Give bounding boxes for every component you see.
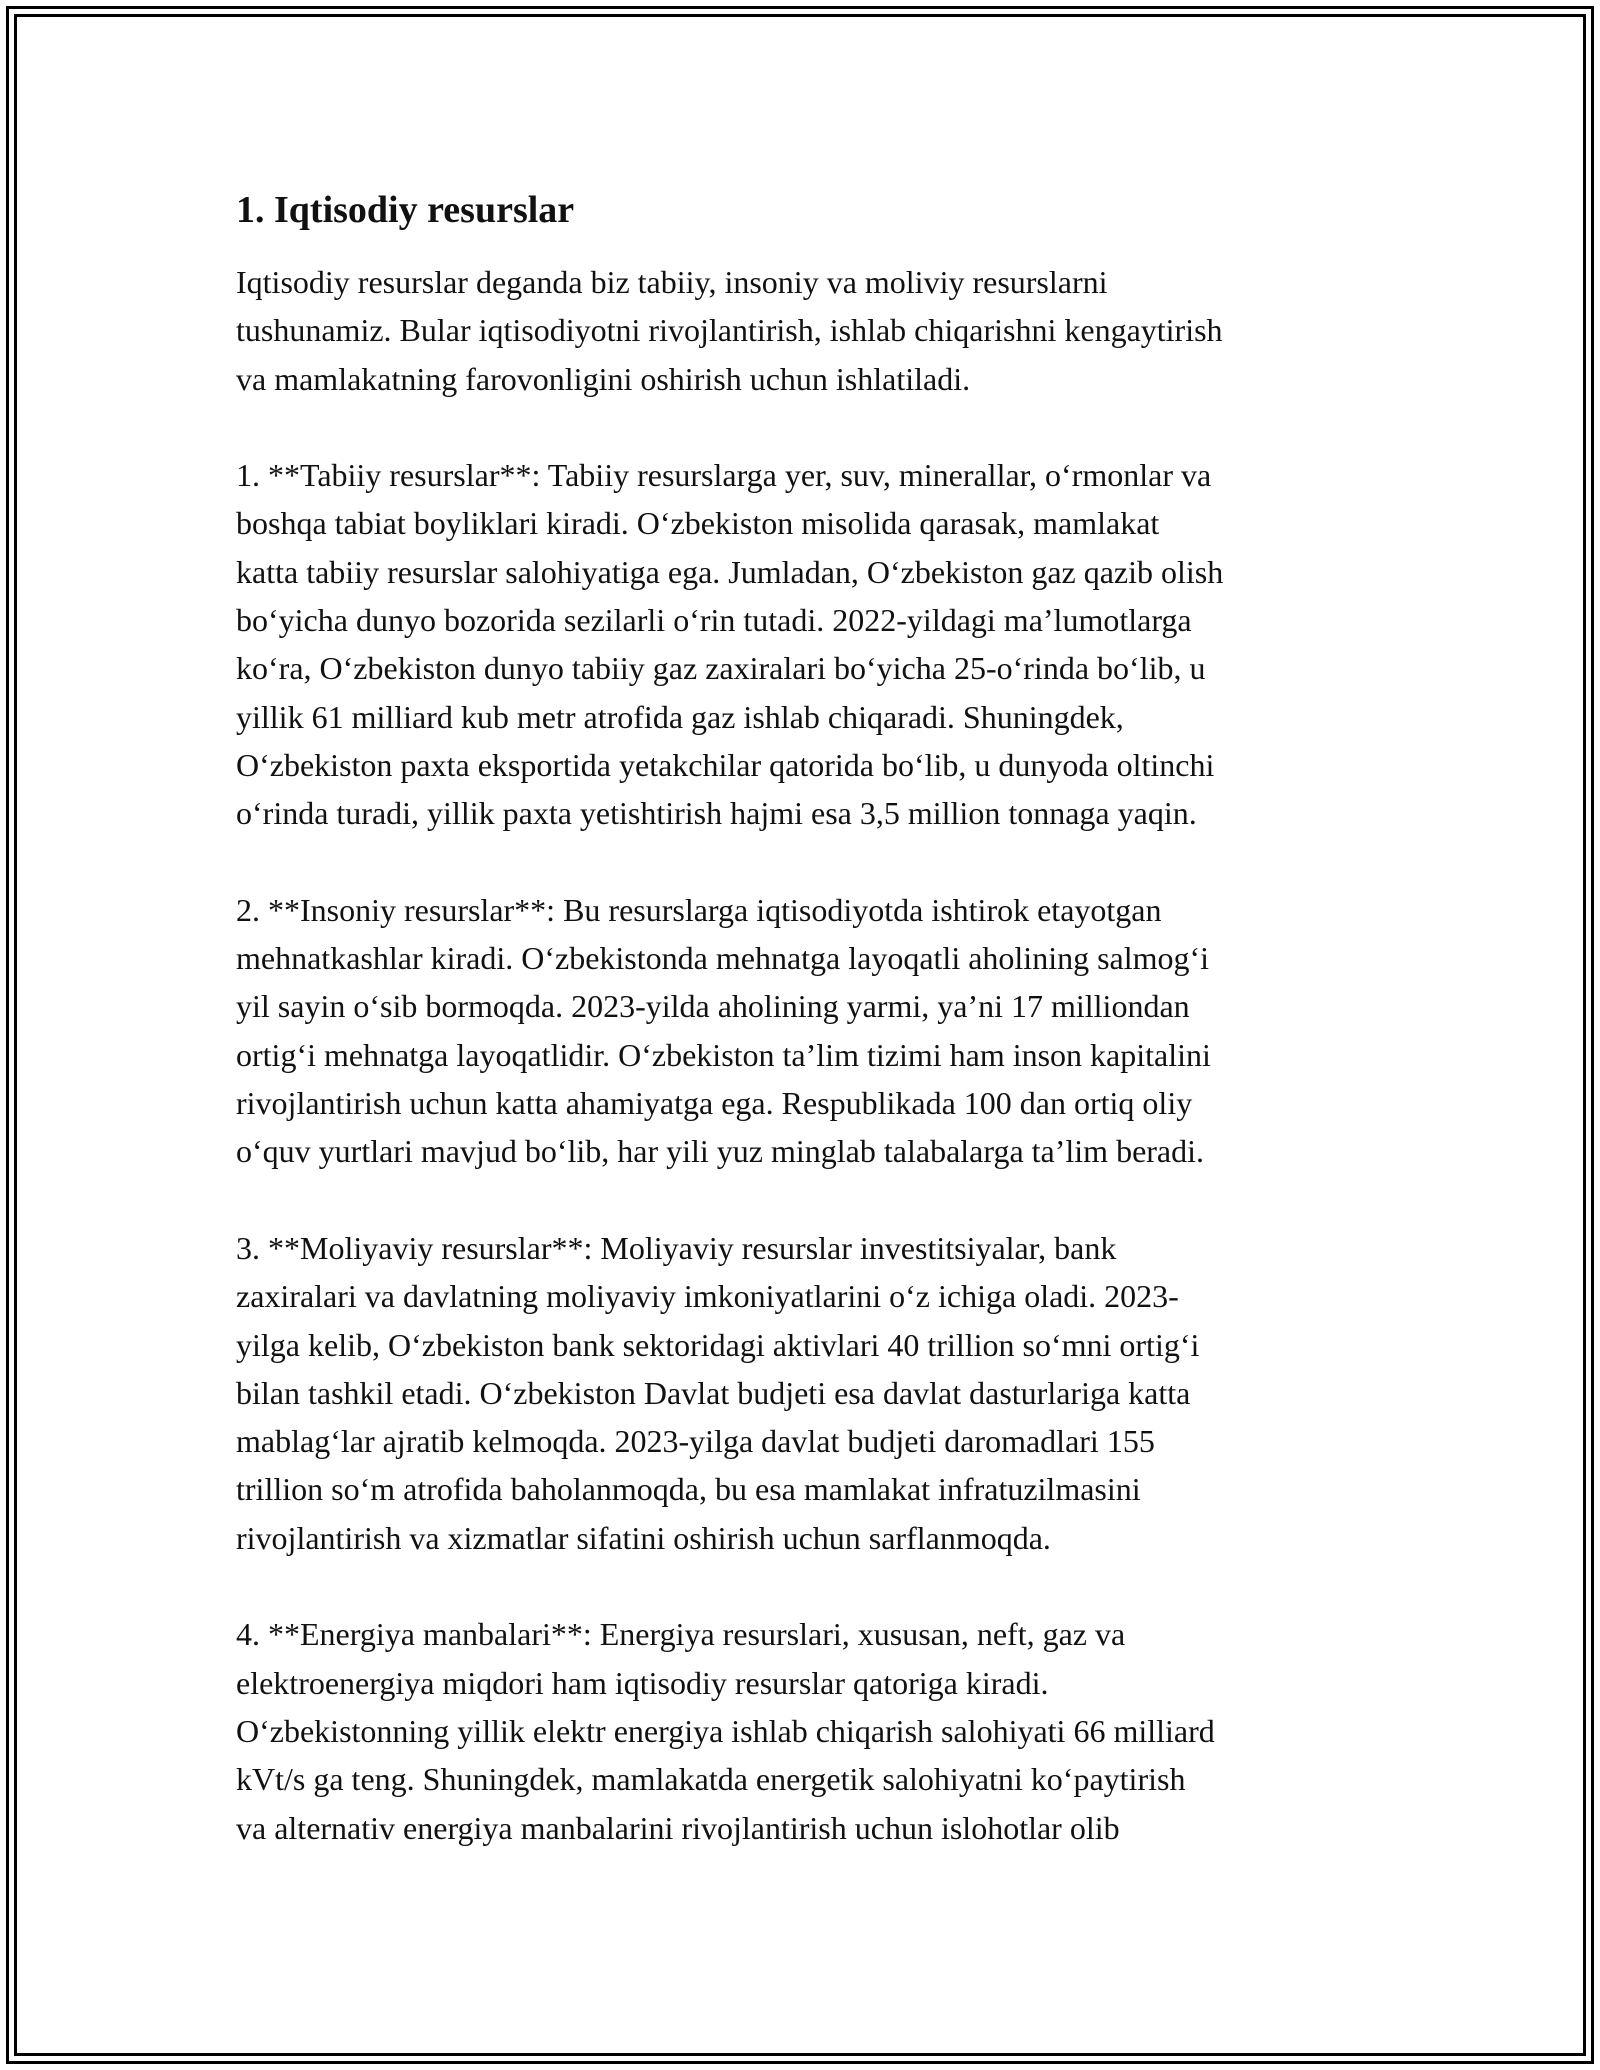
text-line: yilga kelib, O‘zbekiston bank sektoridagi aktivlari 40 trillion so‘mni ortig‘i xyxy=(236,1326,1200,1363)
paragraph-natural-resources xyxy=(236,451,1366,837)
text-line: 1. **Tabiiy resurslar**: Tabiiy resurslarga yer, suv, minerallar, o‘rmonlar va xyxy=(236,457,1212,494)
text-line: ko‘ra, O‘zbekiston dunyo tabiiy gaz zaxiralari bo‘yicha 25-o‘rinda bo‘lib, u xyxy=(236,650,1206,687)
text-line: elektroenergiya miqdori ham iqtisodiy resurslar qatoriga kiradi. xyxy=(236,1664,1049,1701)
text-line: kVt/s ga teng. Shuningdek, mamlakatda energetik salohiyatni ko‘paytirish xyxy=(236,1761,1186,1798)
text-line: Iqtisodiy resurslar deganda biz tabiiy, insoniy va moliviy resurslarni xyxy=(236,264,1108,300)
text-line: 3. **Moliyaviy resurslar**: Moliyaviy resurslar investitsiyalar, bank xyxy=(236,1229,1117,1266)
paragraph-financial-resources xyxy=(236,1224,1366,1562)
section-heading: 1. Iqtisodiy resurslar xyxy=(236,189,575,231)
paragraph-intro xyxy=(236,258,1366,403)
text-line: o‘rinda turadi, yillik paxta yetishtirish hajmi esa 3,5 million tonnaga yaqin. xyxy=(236,795,1197,832)
paragraph-human-resources xyxy=(236,886,1366,1176)
text-line: 2. **Insoniy resurslar**: Bu resurslarga iqtisodiyotda ishtirok etayotgan xyxy=(236,891,1162,928)
text-line: tushunamiz. Bular iqtisodiyotni rivojlantirish, ishlab chiqarishni kengaytirish xyxy=(236,312,1223,349)
text-line: zaxiralari va davlatning moliyaviy imkoniyatlarini o‘z ichiga oladi. 2023- xyxy=(236,1278,1179,1315)
text-line: boshqa tabiat boyliklari kiradi. O‘zbekiston misolida qarasak, mamlakat xyxy=(236,505,1160,542)
text-line: O‘zbekiston paxta eksportida yetakchilar qatorida bo‘lib, u dunyoda oltinchi xyxy=(236,746,1215,783)
text-line: mablag‘lar ajratib kelmoqda. 2023-yilga davlat budjeti daromadlari 155 xyxy=(236,1423,1155,1460)
text-line: 4. **Energiya manbalari**: Energiya resurslari, xususan, neft, gaz va xyxy=(236,1616,1126,1653)
text-line: bo‘yicha dunyo bozorida sezilarli o‘rin tutadi. 2022-yildagi ma’lumotlarga xyxy=(236,602,1192,639)
text-line: o‘quv yurtlari mavjud bo‘lib, har yili yuz minglab talabalarga ta’lim beradi. xyxy=(236,1133,1205,1170)
text-line: yil sayin o‘sib bormoqda. 2023-yilda aholining yarmi, ya’ni 17 milliondan xyxy=(236,988,1190,1025)
text-line: O‘zbekistonning yillik elektr energiya ishlab chiqarish salohiyati 66 milliard xyxy=(236,1712,1215,1749)
text-line: yillik 61 milliard kub metr atrofida gaz ishlab chiqaradi. Shuningdek, xyxy=(236,698,1124,735)
text-line: rivojlantirish uchun katta ahamiyatga ega. Respublikada 100 dan ortiq oliy xyxy=(236,1085,1193,1122)
text-line: bilan tashkil etadi. O‘zbekiston Davlat budjeti esa davlat dasturlariga katta xyxy=(236,1374,1191,1411)
text-line: katta tabiiy resurslar salohiyatiga ega. Jumladan, O‘zbekiston gaz qazib olish xyxy=(236,553,1224,590)
text-line: ortig‘i mehnatga layoqatlidir. O‘zbekiston ta’lim tizimi ham inson kapitalini xyxy=(236,1036,1211,1073)
text-line: trillion so‘m atrofida baholanmoqda, bu esa mamlakat infratuzilmasini xyxy=(236,1471,1141,1508)
text-line: rivojlantirish va xizmatlar sifatini oshirish uchun sarflanmoqda. xyxy=(236,1519,1051,1556)
text-line: va mamlakatning farovonligini oshirish uchun ishlatiladi. xyxy=(236,360,971,397)
document-body xyxy=(236,186,1366,1900)
paragraph-energy-resources xyxy=(236,1610,1366,1851)
text-line: mehnatkashlar kiradi. O‘zbekistonda mehnatga layoqatli aholining salmog‘i xyxy=(236,940,1210,977)
text-line: va alternativ energiya manbalarini rivojlantirish uchun islohotlar olib xyxy=(236,1809,1120,1846)
